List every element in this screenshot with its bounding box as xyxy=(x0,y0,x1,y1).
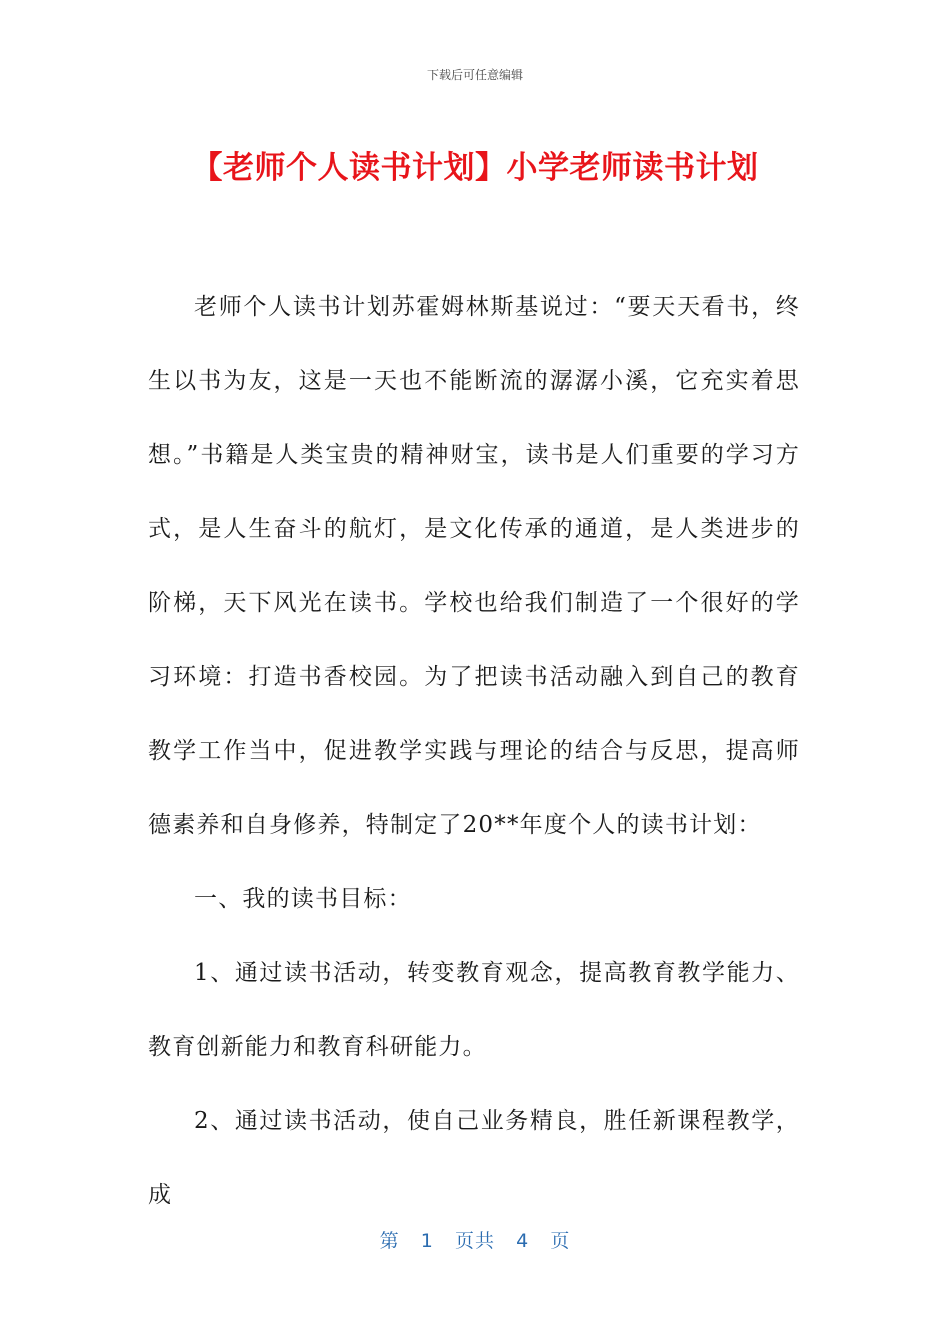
footer-prefix: 第 xyxy=(379,1230,400,1252)
header-note: 下载后可任意编辑 xyxy=(426,68,523,82)
paragraph-goal-1: 1、通过读书活动，转变教育观念，提高教育教学能力、教育创新能力和教育科研能力。 xyxy=(148,960,800,1060)
footer-total-pages: 4 xyxy=(516,1230,530,1252)
document-body xyxy=(148,270,800,1232)
footer-suffix: 页 xyxy=(550,1230,571,1252)
page-footer xyxy=(0,1226,950,1253)
paragraph-goal-2: 2、通过读书活动，使自己业务精良，胜任新课程教学，成 xyxy=(148,1108,800,1208)
footer-middle: 页共 xyxy=(454,1230,495,1252)
paragraph-intro: 老师个人读书计划苏霍姆林斯基说过：“要天天看书，终生以书为友，这是一天也不能断流的潺潺小溪，它充实着思想。”书籍是人类宝贵的精神财宝，读书是人们重要的学习方式，是人生奋斗的航灯，是文化传承的通道，是人类进步的阶梯，天下风光在读书。学校也给我们制造了一个很好的学习环境：打造书香校园。为了把读书活动融入到自己的教育教学工作当中，促进教学实践与理论的结合与反思，提高师德素养和自身修养，特制定了20**年度个人的读书计划： xyxy=(148,294,800,838)
footer-page-number: 1 xyxy=(420,1230,434,1252)
paragraph-section-heading: 一、我的读书目标： xyxy=(194,886,412,912)
document-title: 【老师个人读书计划】小学老师读书计划 xyxy=(191,150,759,186)
